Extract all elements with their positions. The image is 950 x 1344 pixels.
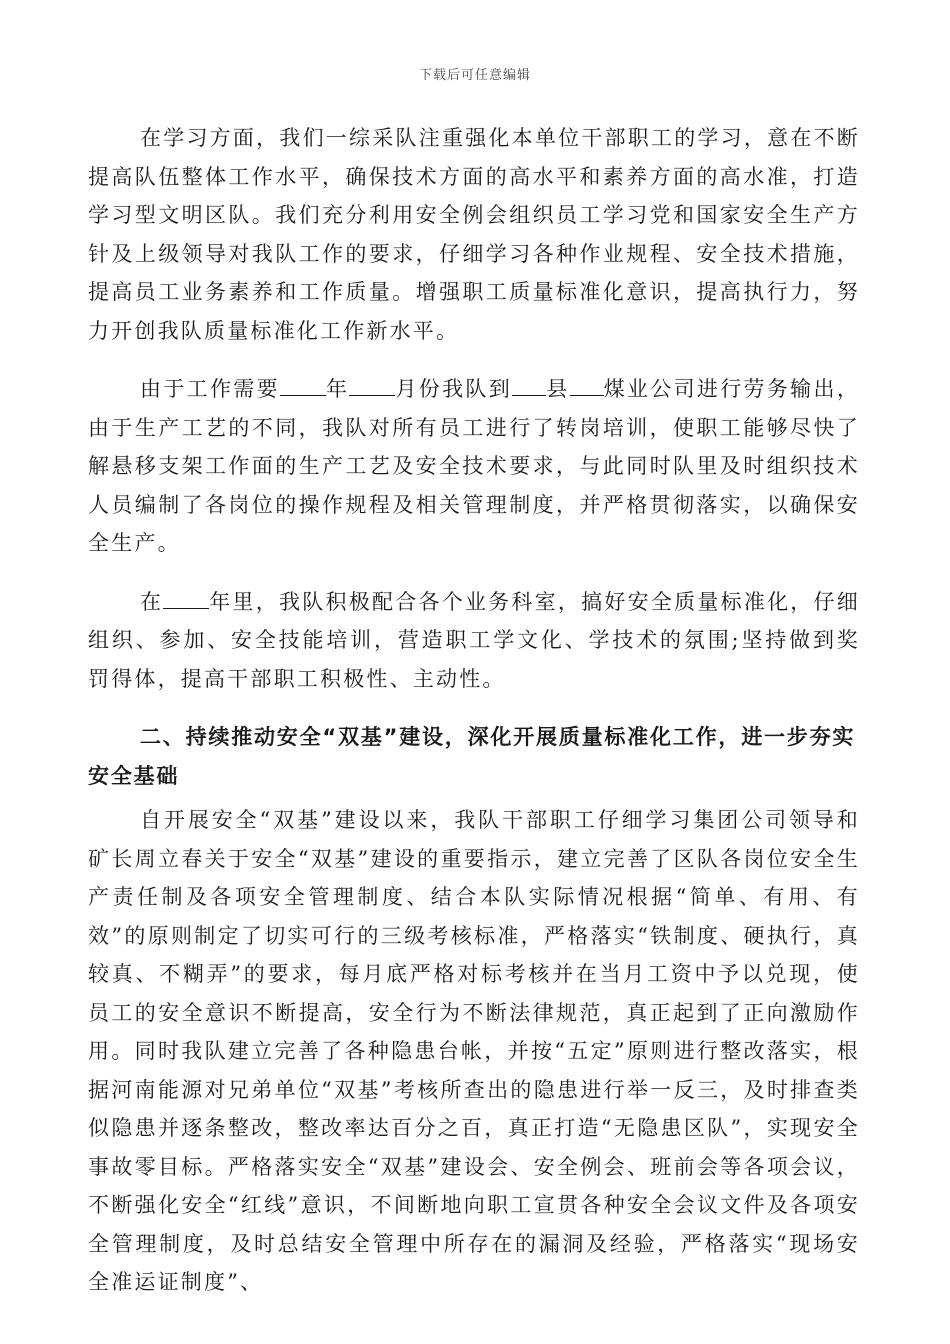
paragraph-study: 在学习方面，我们一综采队注重强化本单位干部职工的学习，意在不断提高队伍整体工作水平，确保技术方面的高水平和素养方面的高水准，打造学习型文明区队。我们充分利用安全例会组织员工学习党和国家安全生产方针及上级领导对我队工作的要求，仔细学习各种作业规程、安全技术措施，提高员工业务素养和工作质量。增强职工质量标准化意识，提高执行力，努力开创我队质量标准化工作新水平。 [88, 126, 860, 343]
paragraph-text: 在 [140, 589, 164, 614]
fill-blank-month [349, 371, 395, 396]
paragraph-text: 由于工作需要 [140, 377, 280, 401]
paragraph-labor-output [88, 370, 860, 563]
fill-blank-year [280, 371, 326, 396]
paragraph-text: 年 [325, 377, 350, 401]
paragraph-annual [88, 583, 860, 699]
header-note: 下载后可任意编辑 [418, 68, 531, 83]
paragraph-text: 煤业公司进行劳务输出，由于生产工艺的不同，我队对所有员工进行了转岗培训，使职工能够尽快了解悬移支架工作面的生产工艺及安全技术要求，与此同时队里及时组织技术人员编制了各岗位的操作规程及相关管理制度，并严格贯彻落实，以确保安全生产。 [88, 377, 861, 555]
paragraph-text: 年里，我队积极配合各个业务科室，搞好安全质量标准化，仔细组织、参加、安全技能培训，营造职工学文化、学技术的氛围;坚持做到奖罚得体，提高干部职工积极性、主动性。 [88, 589, 860, 691]
fill-blank-company [570, 371, 604, 396]
paragraph-text: 县 [546, 377, 570, 401]
fill-blank-county [512, 371, 546, 396]
document-body [88, 119, 860, 1302]
paragraph-double-base: 自开展安全“双基”建设以来，我队干部职工仔细学习集团公司领导和矿长周立春关于安全“双基”建设的重要指示，建立完善了区队各岗位安全生产责任制及各项安全管理制度、结合本队实际情况根据“简单、有用、有效”的原则制定了切实可行的三级考核标准，严格落实“铁制度、硬执行，真较真、不糊弄”的要求，每月底严格对标考核并在当月工资中予以兑现，使员工的安全意识不断提高，安全行为不断法律规范，真正起到了正向激励作用。同时我队建立完善了各种隐患台帐，并按“五定”原则进行整改落实，根据河南能源对兄弟单位“双基”考核所查出的隐患进行举一反三，及时排查类似隐患并逐条整改，整改率达百分之百，真正打造“无隐患区队”，实现安全事故零目标。严格落实安全“双基”建设会、安全例会、班前会等各项会议，不断强化安全“红线”意识，不间断地向职工宣贯各种安全会议文件及各项安全管理制度，及时总结安全管理中所存在的漏洞及经验，严格落实“现场安全准运证制度”、 [88, 808, 860, 1294]
paragraph-text: 月份我队到 [395, 377, 513, 401]
section-heading: 二、持续推动安全“双基”建设，深化开展质量标准化工作，进一步夯实安全基础 [88, 725, 856, 788]
fill-blank-year [163, 584, 209, 609]
